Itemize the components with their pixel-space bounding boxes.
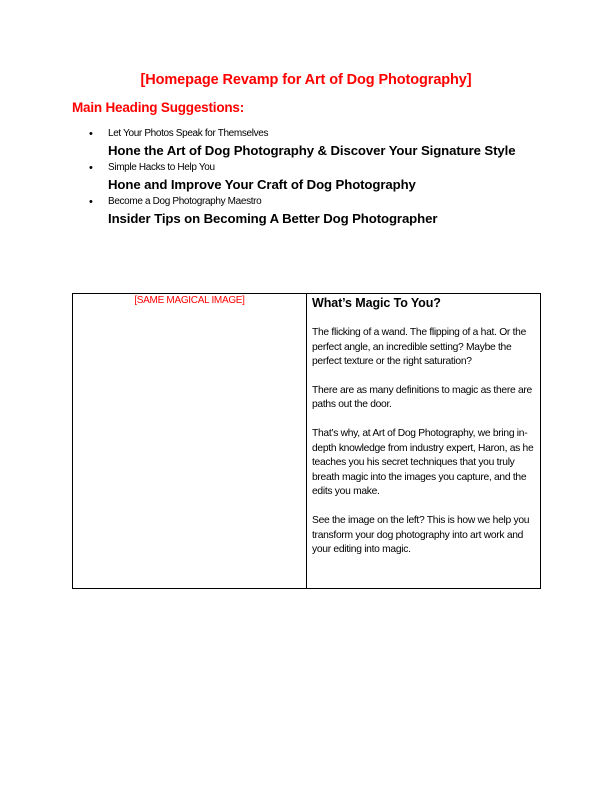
image-placeholder: [SAME MAGICAL IMAGE] <box>134 295 245 306</box>
suggestion-subline: Let Your Photos Speak for Themselves <box>108 128 269 139</box>
suggestion-item <box>0 127 612 161</box>
document-title: [Homepage Revamp for Art of Dog Photography] <box>140 72 472 88</box>
heading-suggestion-list <box>0 127 612 229</box>
content-table <box>72 293 541 589</box>
copy-paragraph: The flicking of a wand. The flipping of a hat. Or the perfect angle, an incredible setting? Maybe the perfect texture or the right saturation? <box>312 327 527 368</box>
bullet-icon: • <box>89 196 93 208</box>
suggestion-headline: Hone and Improve Your Craft of Dog Photography <box>108 177 416 192</box>
suggestion-subline: Simple Hacks to Help You <box>108 162 215 173</box>
copy-paragraph: See the image on the left? This is how we help you transform your dog photography into art work and your editing into magic. <box>312 514 530 556</box>
column-divider <box>306 294 307 588</box>
suggestion-item <box>0 161 612 195</box>
copy-heading: What’s Magic To You? <box>312 296 441 310</box>
suggestion-headline: Hone the Art of Dog Photography & Discover Your Signature Style <box>108 143 516 158</box>
suggestion-subline: Become a Dog Photography Maestro <box>108 196 262 207</box>
copy-paragraph: There are as many definitions to magic as there are paths out the door. <box>312 384 532 411</box>
suggestion-headline: Insider Tips on Becoming A Better Dog Photographer <box>108 211 438 226</box>
copy-paragraph: That’s why, at Art of Dog Photography, we bring in-depth knowledge from industry expert, Haron, as he teaches you his secret techniques that you truly breath magic into the images you capture, and the edits you make. <box>312 427 534 498</box>
bullet-icon: • <box>89 128 93 140</box>
bullet-icon: • <box>89 162 93 174</box>
copy-cell <box>312 294 537 558</box>
section-heading: Main Heading Suggestions: <box>72 100 245 115</box>
suggestion-item <box>0 195 612 229</box>
